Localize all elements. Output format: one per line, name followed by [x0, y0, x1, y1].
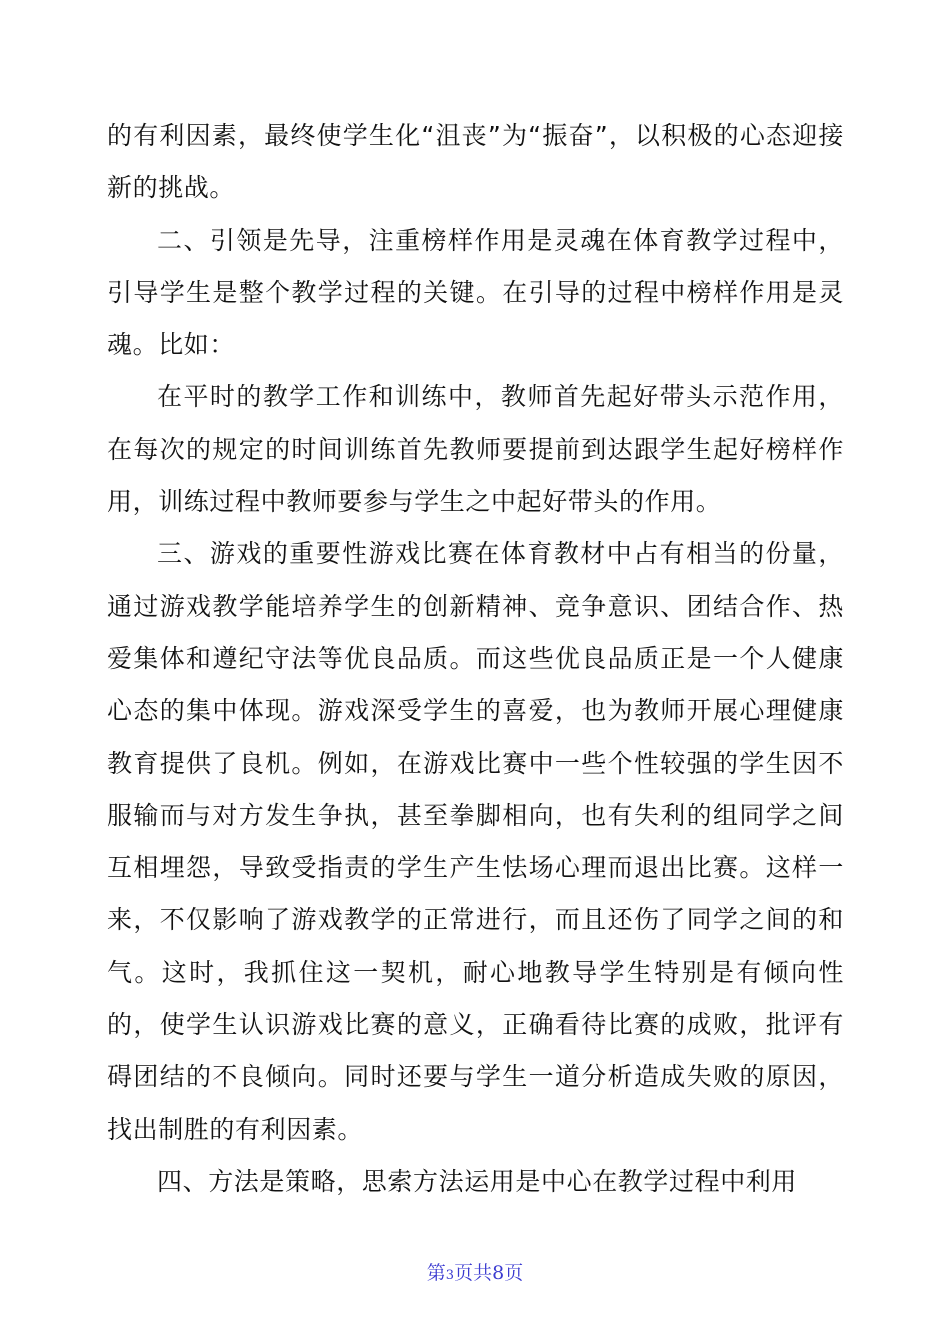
footer-total-pages: 8 — [492, 1262, 505, 1284]
paragraph-section-four: 四、方法是策略，思索方法运用是中心在教学过程中利用 — [157, 1166, 798, 1196]
paragraph-example: 在平时的教学工作和训练中，教师首先起好带头示范作用，在每次的规定的时间训练首先教师要提前到达跟学生起好榜样作用，训练过程中教师要参与学生之中起好带头的作用。 — [107, 382, 844, 517]
footer-middle: 页共 — [454, 1262, 493, 1284]
document-body — [107, 110, 844, 1208]
footer-suffix: 页 — [504, 1262, 524, 1284]
page-footer — [0, 1258, 950, 1285]
footer-current-page: 3 — [445, 1268, 455, 1283]
paragraph-section-two: 二、引领是先导，注重榜样作用是灵魂在体育教学过程中，引导学生是整个教学过程的关键。在引导的过程中榜样作用是灵魂。比如： — [107, 225, 844, 360]
footer-prefix: 第 — [426, 1262, 446, 1284]
paragraph-continuation: 的有利因素，最终使学生化“沮丧”为“振奋”，以积极的心态迎接新的挑战。 — [107, 121, 844, 203]
paragraph-section-three: 三、游戏的重要性游戏比赛在体育教材中占有相当的份量，通过游戏教学能培养学生的创新精神、竞争意识、团结合作、热爱集体和遵纪守法等优良品质。而这些优良品质正是一个人健康心态的集中体现。游戏深受学生的喜爱，也为教师开展心理健康教育提供了良机。例如，在游戏比赛中一些个性较强的学生因不服输而与对方发生争执，甚至拳脚相向，也有失利的组同学之间互相埋怨，导致受指责的学生产生怯场心理而退出比赛。这样一来，不仅影响了游戏教学的正常进行，而且还伤了同学之间的和气。这时，我抓住这一契机，耐心地教导学生特别是有倾向性的，使学生认识游戏比赛的意义，正确看待比赛的成败，批评有碍团结的不良倾向。同时还要与学生一道分析造成失败的原因，找出制胜的有利因素。 — [107, 539, 844, 1144]
